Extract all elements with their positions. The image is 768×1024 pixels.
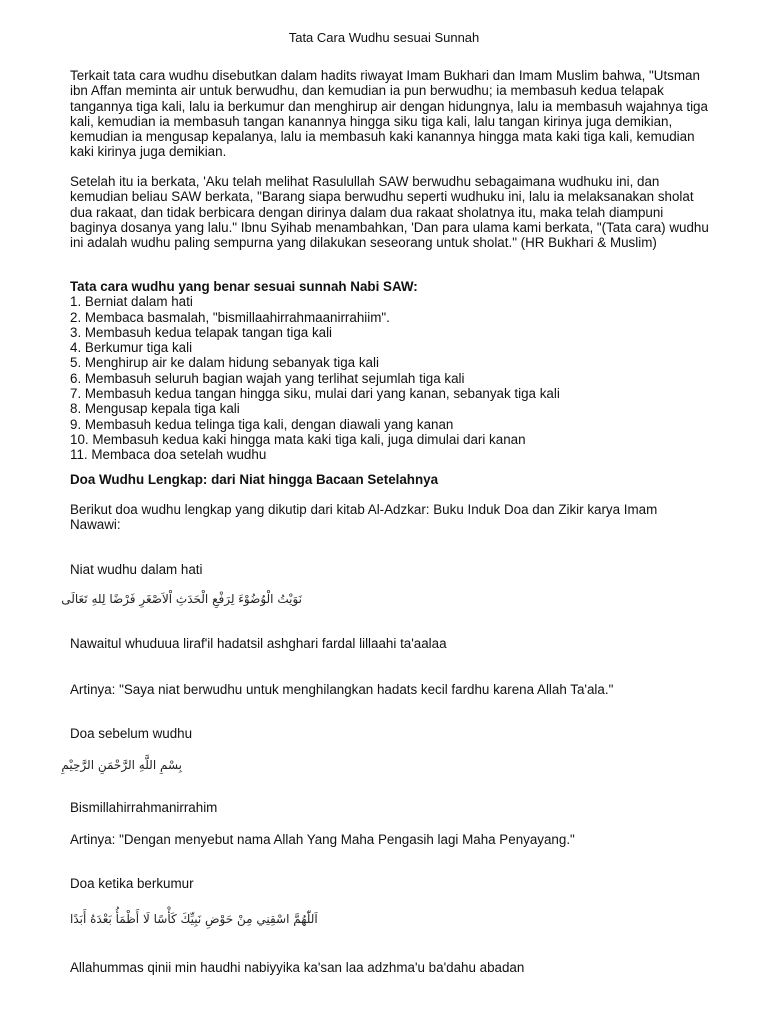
list-item: 5. Menghirup air ke dalam hidung sebanyak tiga kali [70, 355, 379, 371]
page-title: Tata Cara Wudhu sesuai Sunnah [288, 30, 480, 45]
berkumur-arabic-text: اَللّٰهُمَّ اسْقِنِي مِنْ حَوْضِ نَبِيِّكَ كَأْسًا لَا أَظْمَأُ بَعْدَهُ أَبَدًا [70, 912, 318, 926]
list-item: 8. Mengusap kepala tiga kali [70, 401, 240, 417]
steps-heading: Tata cara wudhu yang benar sesuai sunnah Nabi SAW: [70, 279, 418, 294]
sebelum-label: Doa sebelum wudhu [70, 726, 193, 741]
niat-latin-text: Nawaitul whuduua liraf'il hadatsil ashghari fardal lillaahi ta'aalaa [70, 636, 447, 651]
niat-meaning: Artinya: "Saya niat berwudhu untuk menghilangkan hadats kecil fardhu karena Allah Ta'ala." [70, 682, 614, 697]
steps-section [70, 279, 710, 463]
berkumur-label: Doa ketika berkumur [70, 876, 194, 891]
berkumur-latin-text: Allahummas qinii min haudhi nabiyyika ka'san laa adzhma'u ba'dahu abadan [70, 960, 525, 975]
paragraph-text: Setelah itu ia berkata, 'Aku telah melihat Rasulullah SAW berwudhu sebagaimana wudhuku ini, dan kemudian beliau SAW berkata, "Barang siapa berwudhu seperti wudhuku ini, lalu ia melaksanakan sholat dua rakaat, dan tidak berbicara dengan dirinya dalam dua rakaat sholatnya itu, maka telah diampuni baginya dosanya yang lalu." Ibnu Syihab menambahkan, 'Dan para ulama kami berkata, "(Tata cara) wudhu ini adalah wudhu paling sempurna yang dilakukan seseorang untuk sholat." (HR Bukhari & Muslim) [70, 174, 709, 251]
doa-heading: Doa Wudhu Lengkap: dari Niat hingga Bacaan Setelahnya [70, 472, 439, 487]
sebelum-arabic-text: بِسْمِ اللَّهِ الرَّحْمَنِ الرَّحِيْمِ [61, 758, 182, 772]
doa-intro-block [70, 502, 710, 533]
sebelum-latin-text: Bismillahirrahmanirrahim [70, 800, 218, 815]
doa-intro: Berikut doa wudhu lengkap yang dikutip dari kitab Al-Adzkar: Buku Induk Doa dan Zikir karya Imam Nawawi: [70, 502, 658, 533]
list-item: 3. Membasuh kedua telapak tangan tiga kali [70, 324, 333, 340]
intro-paragraph-1 [70, 68, 710, 160]
sebelum-meaning: Artinya: "Dengan menyebut nama Allah Yang Maha Pengasih lagi Maha Penyayang." [70, 832, 575, 847]
niat-label: Niat wudhu dalam hati [70, 562, 203, 577]
doa-heading-block [70, 472, 710, 487]
list-item: 10. Membasuh kedua kaki hingga mata kaki tiga kali, juga dimulai dari kanan [70, 431, 526, 447]
list-item: 2. Membaca basmalah, "bismillaahirrahmaanirrahiim". [70, 309, 390, 325]
list-item: 4. Berkumur tiga kali [70, 340, 193, 356]
steps-list [70, 294, 710, 462]
paragraph-text: Terkait tata cara wudhu disebutkan dalam hadits riwayat Imam Bukhari dan Imam Muslim bahwa, "Utsman ibn Affan meminta air untuk berwudhu, dan kemudian ia pun berwudhu; ia membasuh kedua telapak tangannya tiga kali, lalu ia berkumur dan menghirup air dengan hidungnya, lalu ia membasuh wajahnya tiga kali, kemudian ia membasuh tangan kanannya hingga siku tiga kali, lalu tangan kirinya juga demikian, kemudian ia mengusap kepalanya, lalu ia membasuh kaki kanannya hingga mata kaki tiga kali, kemudian kaki kirinya juga demikian. [70, 68, 708, 160]
intro-paragraph-2 [70, 174, 710, 250]
niat-arabic-text: نَوَيْتُ الْوُضُوْءَ لِرَفْعِ الْحَدَثِ اْلاَصْغَرِ فَرْضًا لِلهِ تَعَالَى [61, 592, 302, 606]
list-item: 7. Membasuh kedua tangan hingga siku, mulai dari yang kanan, sebanyak tiga kali [70, 386, 560, 402]
list-item: 9. Membasuh kedua telinga tiga kali, dengan diawali yang kanan [70, 416, 454, 432]
list-item: 11. Membaca doa setelah wudhu [70, 447, 267, 463]
list-item: 6. Membasuh seluruh bagian wajah yang terlihat sejumlah tiga kali [70, 370, 465, 386]
list-item: 1. Berniat dalam hati [70, 294, 193, 310]
